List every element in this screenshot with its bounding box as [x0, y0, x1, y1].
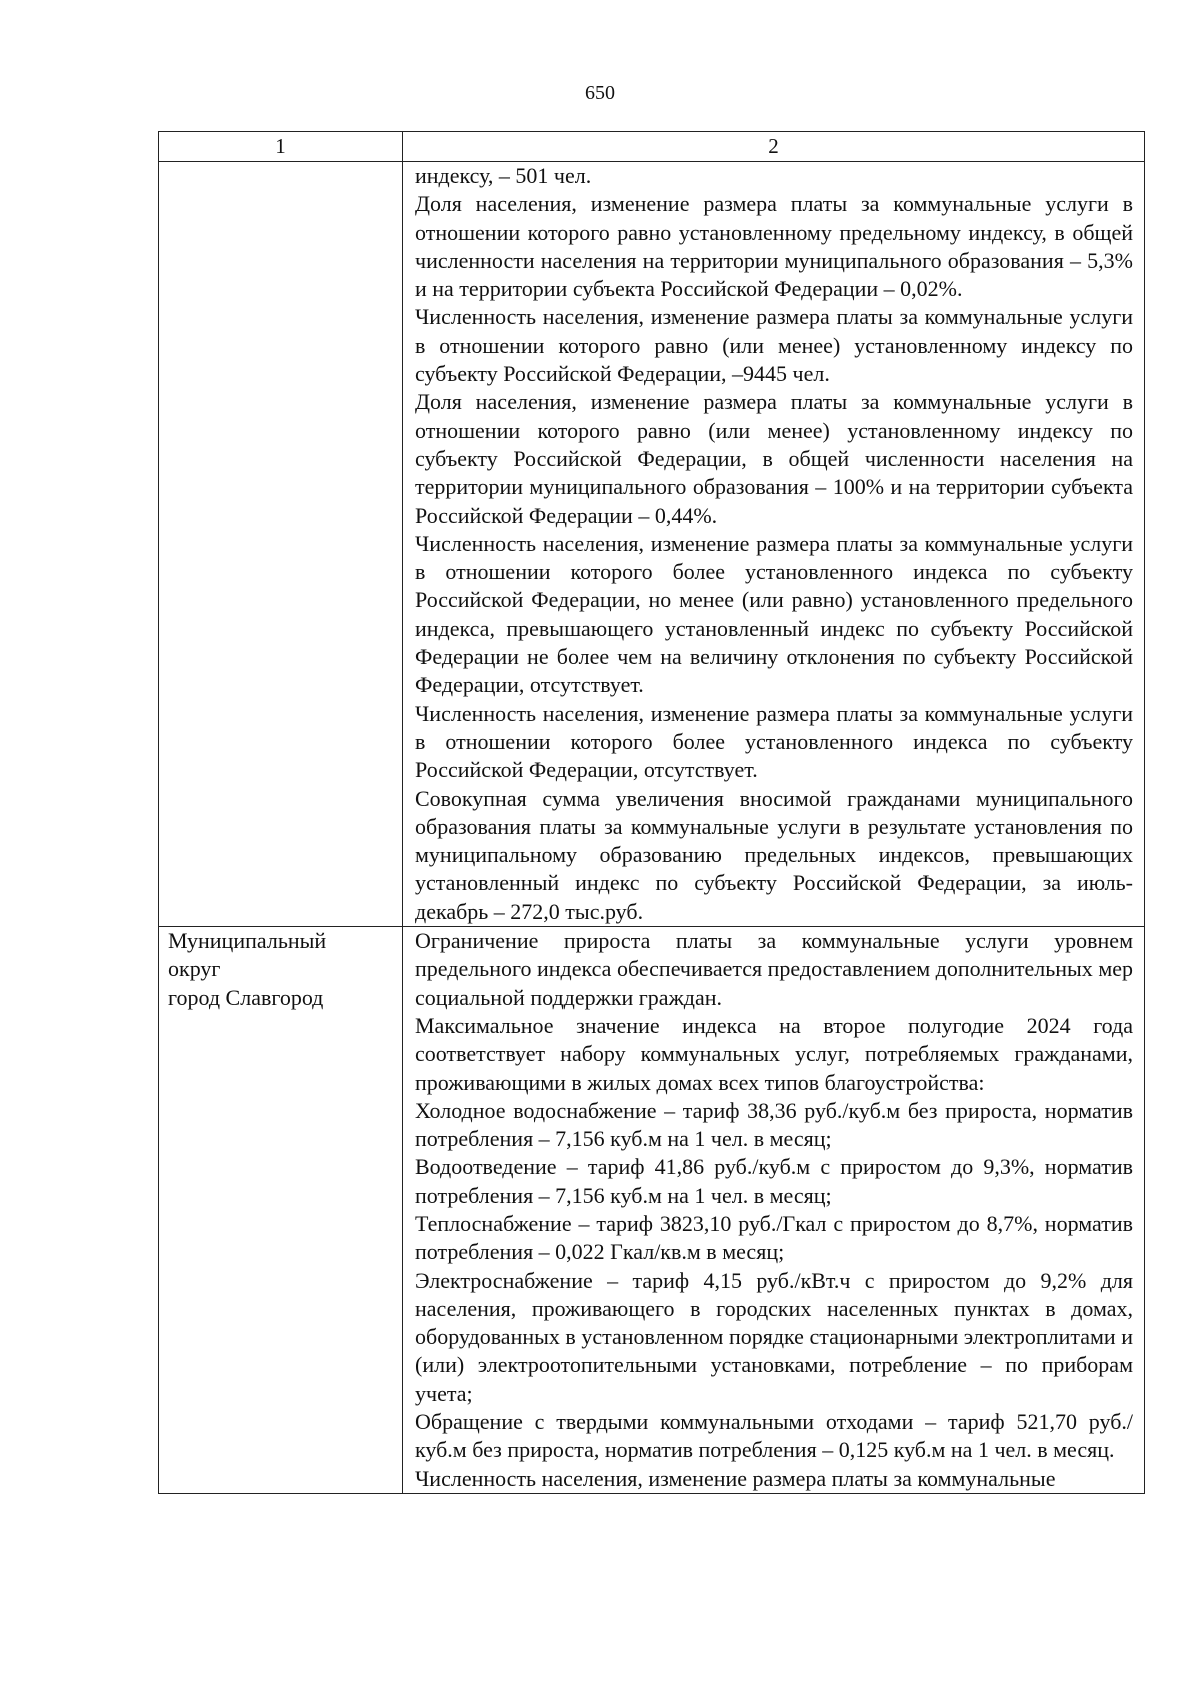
municipality-name-line: Муниципальный — [168, 928, 327, 954]
paragraph: Холодное водоснабжение – тариф 38,36 руб./куб.м без прироста, норматив потребления – 7,156 куб.м на 1 чел. в месяц; — [415, 1097, 1133, 1152]
paragraph: Электроснабжение – тариф 4,15 руб./кВт.ч с приростом до 9,2% для населения, проживающего в городских населенных пунктах в домах, оборудованных в установленном порядке стационарными электроплитами и (или) электроотопительными установками, потребление – по приборам учета; — [415, 1267, 1133, 1406]
municipality-name-line: округ — [168, 956, 221, 982]
paragraph: индексу, – 501 чел. — [415, 163, 592, 188]
paragraph: Доля населения, изменение размера платы за коммунальные услуги в отношении которого равно установленному предельному индексу, в общей численности населения на территории муниципального образования – 5,3% и на территории субъекта Российской Федерации – 0,02%. — [415, 191, 1133, 302]
description-cell — [403, 162, 1145, 927]
table-row — [159, 162, 1145, 927]
paragraph: Обращение с твердыми коммунальными отходами – тариф 521,70 руб./куб.м без прироста, норматив потребления – 0,125 куб.м на 1 чел. в месяц. — [415, 1409, 1133, 1463]
table-row — [159, 927, 1145, 1494]
municipality-cell — [159, 927, 403, 1494]
description-cell — [403, 927, 1145, 1494]
paragraph: Теплоснабжение – тариф 3823,10 руб./Гкал с приростом до 8,7%, норматив потребления – 0,022 Гкал/кв.м в месяц; — [415, 1210, 1133, 1265]
municipality-cell — [159, 162, 403, 927]
paragraph: Доля населения, изменение размера платы за коммунальные услуги в отношении которого равно (или менее) установленному индексу по субъекту Российской Федерации, в общей численности населения на территории муниципального образования – 100% и на территории субъекта Российской Федерации – 0,44%. — [415, 389, 1133, 528]
paragraph: Численность населения, изменение размера платы за коммунальные услуги в отношении которого более установленного индекса по субъекту Российской Федерации, но менее (или равно) установленного предельного индекса, превышающего установленный индекс по субъекту Российской Федерации не более чем на величину отклонения по субъекту Российской Федерации, отсутствует. — [415, 530, 1133, 698]
paragraph: Совокупная сумма увеличения вносимой гражданами муниципального образования платы за коммунальные услуги в результате установления по муниципальному образованию предельных индексов, превышающих установленный индекс по субъекту Российской Федерации, за июль-декабрь – 272,0 тыс.руб. — [415, 785, 1133, 924]
municipality-name-line: город Славгород — [168, 984, 324, 1010]
paragraph: Ограничение прироста платы за коммунальные услуги уровнем предельного индекса обеспечивается предоставлением дополнительных мер социальной поддержки граждан. — [415, 928, 1133, 1010]
paragraph: Численность населения, изменение размера платы за коммунальные — [415, 1465, 1056, 1491]
content-table — [158, 131, 1145, 1494]
page-number: 650 — [585, 82, 615, 104]
paragraph: Максимальное значение индекса на второе полугодие 2024 года соответствует набору коммунальных услуг, потребляемых гражданами, проживающими в жилых домах всех типов благоустройства: — [415, 1012, 1133, 1095]
column-header-2: 2 — [403, 132, 1145, 162]
paragraph: Численность населения, изменение размера платы за коммунальные услуги в отношении которого более установленного индекса по субъекту Российской Федерации, отсутствует. — [415, 700, 1133, 783]
paragraph: Численность населения, изменение размера платы за коммунальные услуги в отношении которого равно (или менее) установленному индексу по субъекту Российской Федерации, –9445 чел. — [415, 304, 1133, 387]
paragraph: Водоотведение – тариф 41,86 руб./куб.м с приростом до 9,3%, норматив потребления – 7,156 куб.м на 1 чел. в месяц; — [415, 1154, 1133, 1208]
table-header-row — [159, 132, 1145, 162]
column-header-1: 1 — [159, 132, 403, 162]
